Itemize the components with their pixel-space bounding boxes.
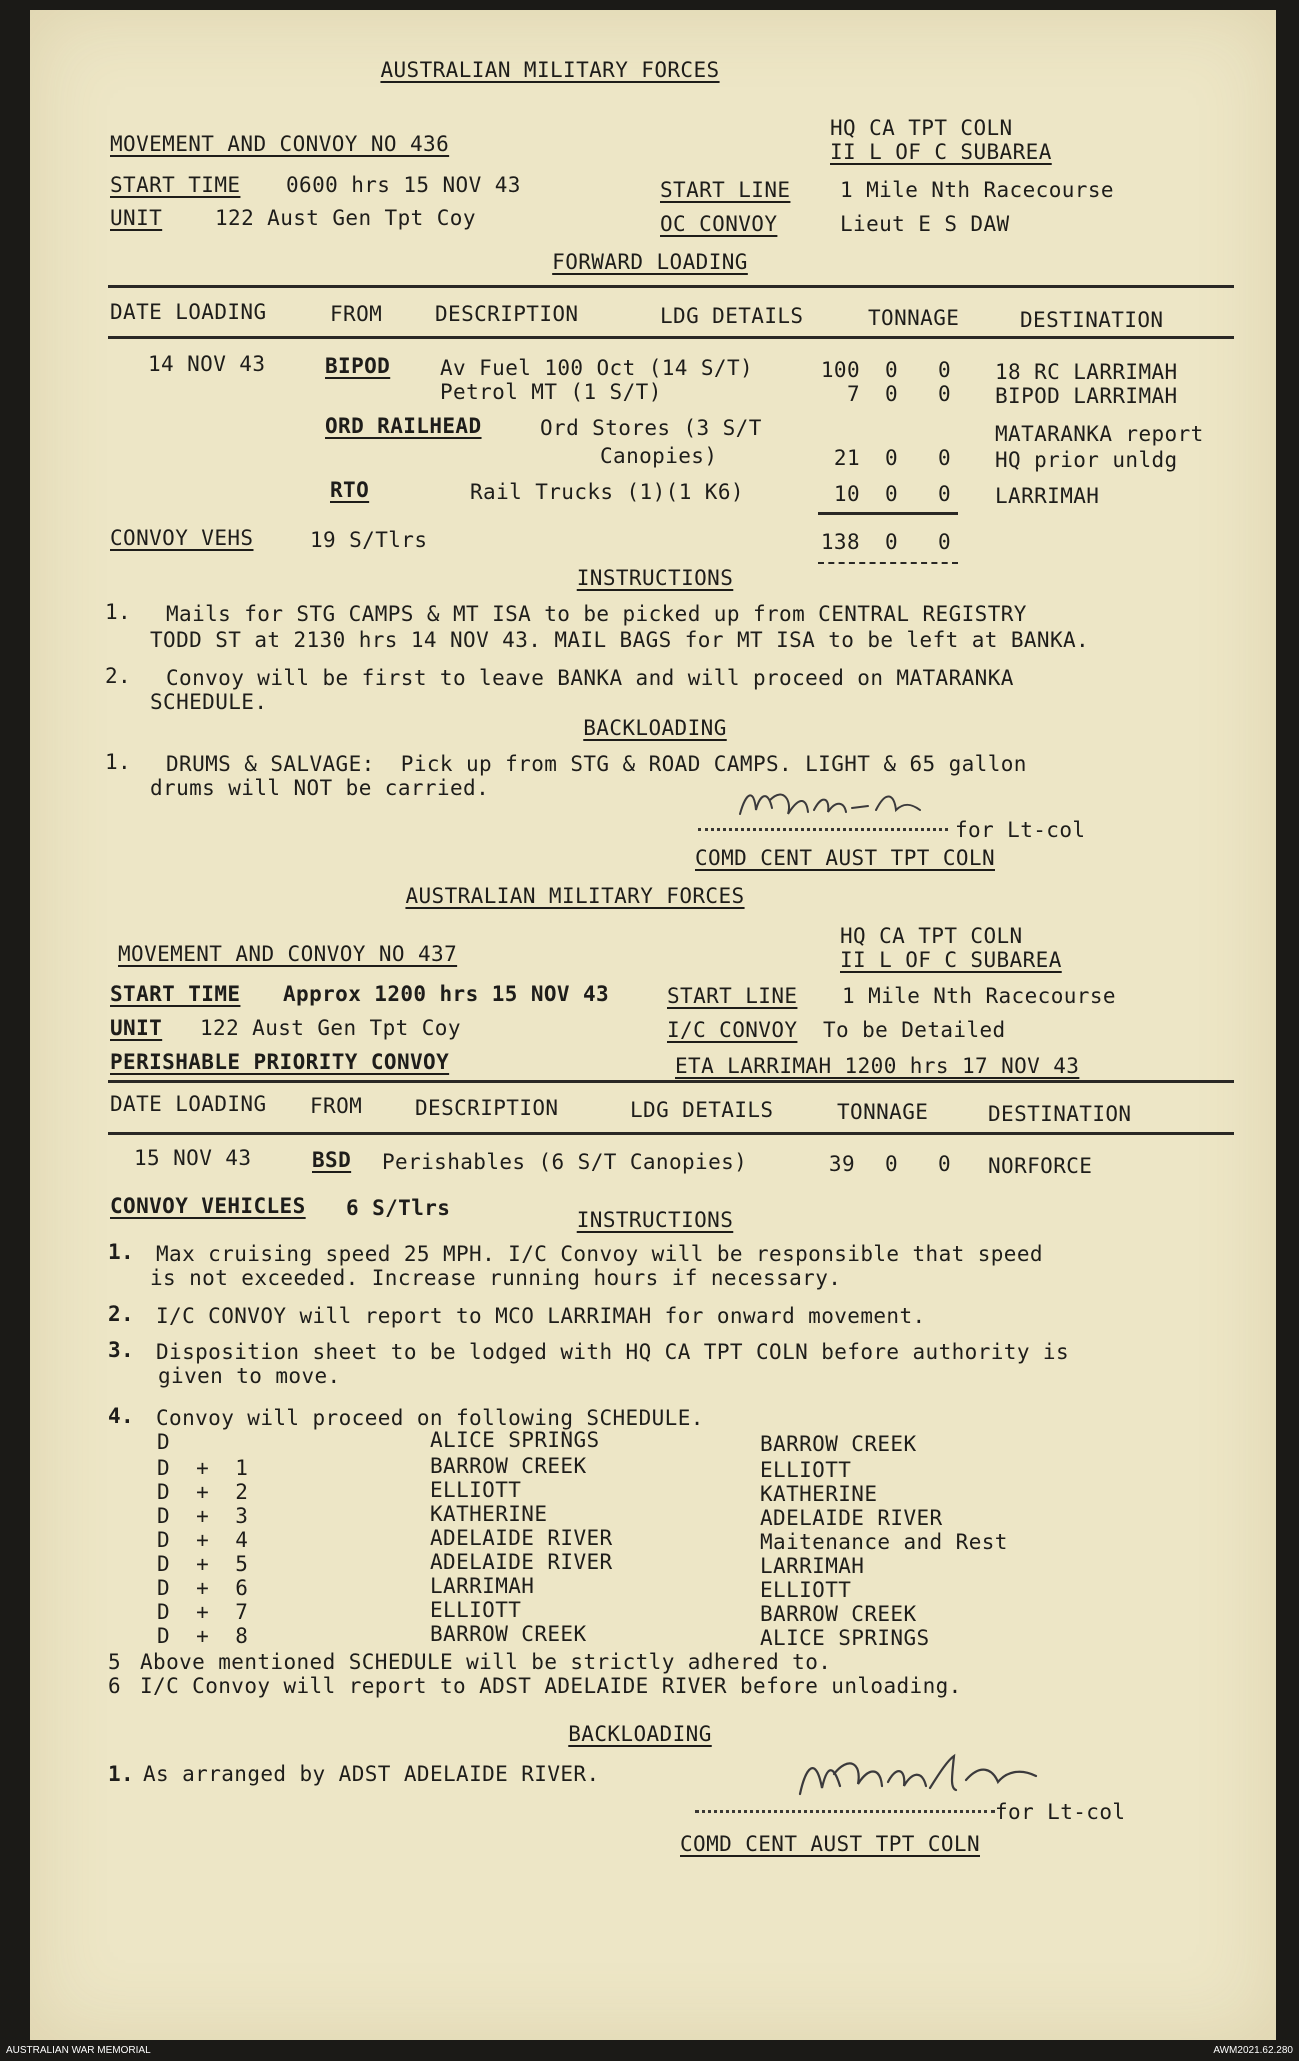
doc1-instr1-line1: Mails for STG CAMPS & MT ISA to be picked up from CENTRAL REGISTRY [166,602,1027,626]
doc1-row4-dest: HQ prior unldg [995,448,1178,472]
doc1-row2-dest: BIPOD LARRIMAH [995,384,1178,408]
doc2-row-t1: 39 [828,1152,855,1176]
doc1-row2-t2: 0 [885,382,899,406]
doc1-row1-from: BIPOD [325,354,391,378]
doc1-oc-label: OC CONVOY [660,212,778,236]
doc1-row4-t2: 0 [885,446,899,470]
doc2-instr2-num: 2. [108,1302,135,1326]
doc2-ic-value: To be Detailed [823,1018,1006,1042]
doc1-hq-line1: HQ CA TPT COLN [830,116,1013,140]
doc1-forward-loading-title: FORWARD LOADING [552,250,748,274]
schedule-day: D + 8 [157,1624,249,1648]
doc2-ic-label: I/C CONVOY [667,1018,798,1042]
schedule-day: D [157,1430,171,1454]
doc1-row5-desc: Rail Trucks (1)(1 K6) [470,480,744,504]
schedule-day: D + 4 [157,1528,249,1552]
doc1-row3-from: ORD RAILHEAD [325,414,482,438]
doc1-backloading-line2: drums will NOT be carried. [150,776,490,800]
doc1-row5-from: RTO [330,478,370,502]
doc1-hq-line2: II L OF C SUBAREA [830,140,1052,164]
schedule-from: ADELAIDE RIVER [430,1526,613,1550]
doc1-row5-t2: 0 [885,482,899,506]
doc2-instr5-text: Above mentioned SCHEDULE will be strictly adhered to. [140,1650,832,1674]
doc2-backloading-text: As arranged by ADST ADELAIDE RIVER. [143,1762,600,1786]
schedule-from: ADELAIDE RIVER [430,1550,613,1574]
doc2-col-date: DATE LOADING [110,1092,267,1116]
doc1-total-rule-top [818,512,958,515]
schedule-from: ELLIOTT [430,1598,522,1622]
doc1-instr1-num: 1. [105,600,132,624]
doc2-priority-label: PERISHABLE PRIORITY CONVOY [110,1050,450,1074]
doc1-row1-t2: 0 [885,358,899,382]
doc2-row-t3: 0 [938,1152,952,1176]
doc2-instr4-num: 4. [108,1404,135,1428]
document-sheet [30,10,1276,2040]
doc2-backloading-num: 1. [108,1762,135,1786]
doc2-convoy-vehicles-label: CONVOY VEHICLES [110,1194,306,1218]
doc2-row-t2: 0 [885,1152,899,1176]
doc2-hq-line1: HQ CA TPT COLN [840,924,1023,948]
doc1-row1-desc: Av Fuel 100 Oct (14 S/T) [440,356,754,380]
doc1-row1-dest: 18 RC LARRIMAH [995,360,1178,384]
doc2-start-time-label: START TIME [110,982,241,1006]
schedule-from: BARROW CREEK [430,1622,587,1646]
doc2-instr3-line2: given to move. [158,1364,341,1388]
doc2-instr6-text: I/C Convoy will report to ADST ADELAIDE RIVER before unloading. [140,1674,962,1698]
doc1-row5-t3: 0 [938,482,952,506]
schedule-day: D + 7 [157,1600,249,1624]
doc2-unit-value: 122 Aust Gen Tpt Coy [200,1016,461,1040]
doc2-header-rule-top [108,1080,1234,1083]
doc1-row1-t3: 0 [938,358,952,382]
doc1-instructions-title: INSTRUCTIONS [576,566,734,590]
doc2-row-desc: Perishables (6 S/T Canopies) [382,1150,748,1174]
doc1-row5-dest: LARRIMAH [995,484,1100,508]
schedule-to: BARROW CREEK [760,1432,917,1456]
doc2-instr4-line1: Convoy will proceed on following SCHEDULE. [156,1406,704,1430]
doc1-start-time-value: 0600 hrs 15 NOV 43 [286,173,521,197]
doc2-instr3-num: 3. [108,1338,135,1362]
doc1-total-t1: 138 [820,530,860,554]
schedule-day: D + 6 [157,1576,249,1600]
doc1-movement-number: MOVEMENT AND CONVOY NO 436 [110,132,450,156]
doc2-instr1-num: 1. [108,1240,135,1264]
schedule-to: ADELAIDE RIVER [760,1506,943,1530]
schedule-to: LARRIMAH [760,1554,865,1578]
doc1-oc-value: Lieut E S DAW [840,212,1010,236]
doc1-instr2-line2: SCHEDULE. [150,690,268,714]
doc1-comd-label: COMD CENT AUST TPT COLN [695,846,995,870]
doc1-col-tonnage: TONNAGE [868,306,960,330]
doc2-eta-label: ETA LARRIMAH 1200 hrs 17 NOV 43 [675,1054,1080,1078]
doc1-row2-t3: 0 [938,382,952,406]
doc1-unit-label: UNIT [110,206,163,230]
schedule-to: KATHERINE [760,1482,878,1506]
doc1-row4-t1: 21 [833,446,860,470]
doc1-row1-t1: 100 [820,358,860,382]
doc2-movement-number: MOVEMENT AND CONVOY NO 437 [118,942,458,966]
schedule-from: ALICE SPRINGS [430,1428,600,1452]
doc1-instr1-line2: TODD ST at 2130 hrs 14 NOV 43. MAIL BAGS for MT ISA to be left at BANKA. [150,628,1090,652]
doc1-row2-t1: 7 [846,382,860,406]
doc2-convoy-vehicles-value: 6 S/Tlrs [346,1196,451,1220]
doc1-backloading-title: BACKLOADING [583,716,727,740]
doc1-instr2-line1: Convoy will be first to leave BANKA and will proceed on MATARANKA [166,666,1014,690]
schedule-from: BARROW CREEK [430,1454,587,1478]
doc2-unit-label: UNIT [110,1016,163,1040]
doc2-backloading-title: BACKLOADING [568,1722,712,1746]
doc1-col-description: DESCRIPTION [435,302,579,326]
doc2-col-tonnage: TONNAGE [837,1100,929,1124]
doc2-instr3-line1: Disposition sheet to be lodged with HQ CA TPT COLN before authority is [156,1340,1070,1364]
schedule-from: ELLIOTT [430,1478,522,1502]
doc1-start-line-value: 1 Mile Nth Racecourse [840,178,1114,202]
doc2-heading: AUSTRALIAN MILITARY FORCES [405,884,745,908]
footer-institution: AUSTRALIAN WAR MEMORIAL [6,2045,151,2056]
schedule-day: D + 5 [157,1552,249,1576]
schedule-to: ELLIOTT [760,1578,852,1602]
doc2-start-line-value: 1 Mile Nth Racecourse [842,984,1116,1008]
doc1-row1-date: 14 NOV 43 [148,352,266,376]
schedule-to: Maitenance and Rest [760,1530,1008,1554]
schedule-day: D + 2 [157,1480,249,1504]
doc1-row5-t1: 10 [833,482,860,506]
doc1-col-from: FROM [330,302,383,326]
schedule-from: LARRIMAH [430,1574,535,1598]
doc1-col-destination: DESTINATION [1020,308,1164,332]
footer-accession-number: AWM2021.62.280 [1213,2045,1293,2056]
doc1-total-t2: 0 [885,530,899,554]
doc1-col-date: DATE LOADING [110,300,267,324]
doc2-signature-dots [695,1810,995,1813]
doc1-total-rule-bottom [818,562,958,564]
doc2-col-description: DESCRIPTION [415,1096,559,1120]
schedule-from: KATHERINE [430,1502,548,1526]
doc2-header-rule-bottom [108,1132,1234,1135]
doc2-instr1-line1: Max cruising speed 25 MPH. I/C Convoy will be responsible that speed [156,1242,1043,1266]
doc1-convoy-vehs-label: CONVOY VEHS [110,526,254,550]
doc1-row3-desc: Ord Stores (3 S/T [540,416,762,440]
doc2-col-destination: DESTINATION [988,1102,1132,1126]
doc2-col-ldg: LDG DETAILS [630,1098,774,1122]
schedule-day: D + 3 [157,1504,249,1528]
doc1-signature-dots [698,828,948,831]
doc1-heading: AUSTRALIAN MILITARY FORCES [380,58,720,82]
doc2-row-dest: NORFORCE [988,1154,1093,1178]
doc1-row3-dest: MATARANKA report [995,422,1204,446]
doc2-col-from: FROM [310,1094,363,1118]
doc2-start-time-value: Approx 1200 hrs 15 NOV 43 [283,982,610,1006]
doc1-instr2-num: 2. [105,664,132,688]
doc2-instr1-line2: is not exceeded. Increase running hours if necessary. [150,1266,842,1290]
doc2-instructions-title: INSTRUCTIONS [576,1208,734,1232]
doc2-hq-line2: II L OF C SUBAREA [840,948,1062,972]
doc2-row-from: BSD [312,1148,352,1172]
doc1-for-label: for Lt-col [955,818,1086,842]
doc1-total-t3: 0 [938,530,952,554]
doc1-col-ldg: LDG DETAILS [660,304,804,328]
doc2-start-line-label: START LINE [667,984,798,1008]
doc1-start-line-label: START LINE [660,178,791,202]
doc1-header-rule-top [108,285,1234,288]
doc2-row-date: 15 NOV 43 [134,1146,252,1170]
schedule-day: D + 1 [157,1456,249,1480]
doc1-start-time-label: START TIME [110,173,241,197]
doc1-convoy-vehs-value: 19 S/Tlrs [310,528,428,552]
schedule-to: BARROW CREEK [760,1602,917,1626]
doc1-unit-value: 122 Aust Gen Tpt Coy [215,206,476,230]
doc2-instr2-line1: I/C CONVOY will report to MCO LARRIMAH for onward movement. [156,1304,926,1328]
doc2-comd-label: COMD CENT AUST TPT COLN [680,1832,980,1856]
doc2-for-label: for Lt-col [995,1800,1126,1824]
doc1-row4-t3: 0 [938,446,952,470]
schedule-to: ALICE SPRINGS [760,1626,930,1650]
doc1-backloading-line1: DRUMS & SALVAGE: Pick up from STG & ROAD CAMPS. LIGHT & 65 gallon [166,752,1027,776]
doc2-instr6-num: 6 [108,1674,122,1698]
doc1-backloading-num: 1. [105,750,132,774]
doc2-instr5-num: 5 [108,1650,122,1674]
schedule-to: ELLIOTT [760,1458,852,1482]
doc1-header-rule-bottom [108,336,1234,339]
doc1-row2-desc: Petrol MT (1 S/T) [440,380,662,404]
doc1-row4-desc: Canopies) [600,444,718,468]
